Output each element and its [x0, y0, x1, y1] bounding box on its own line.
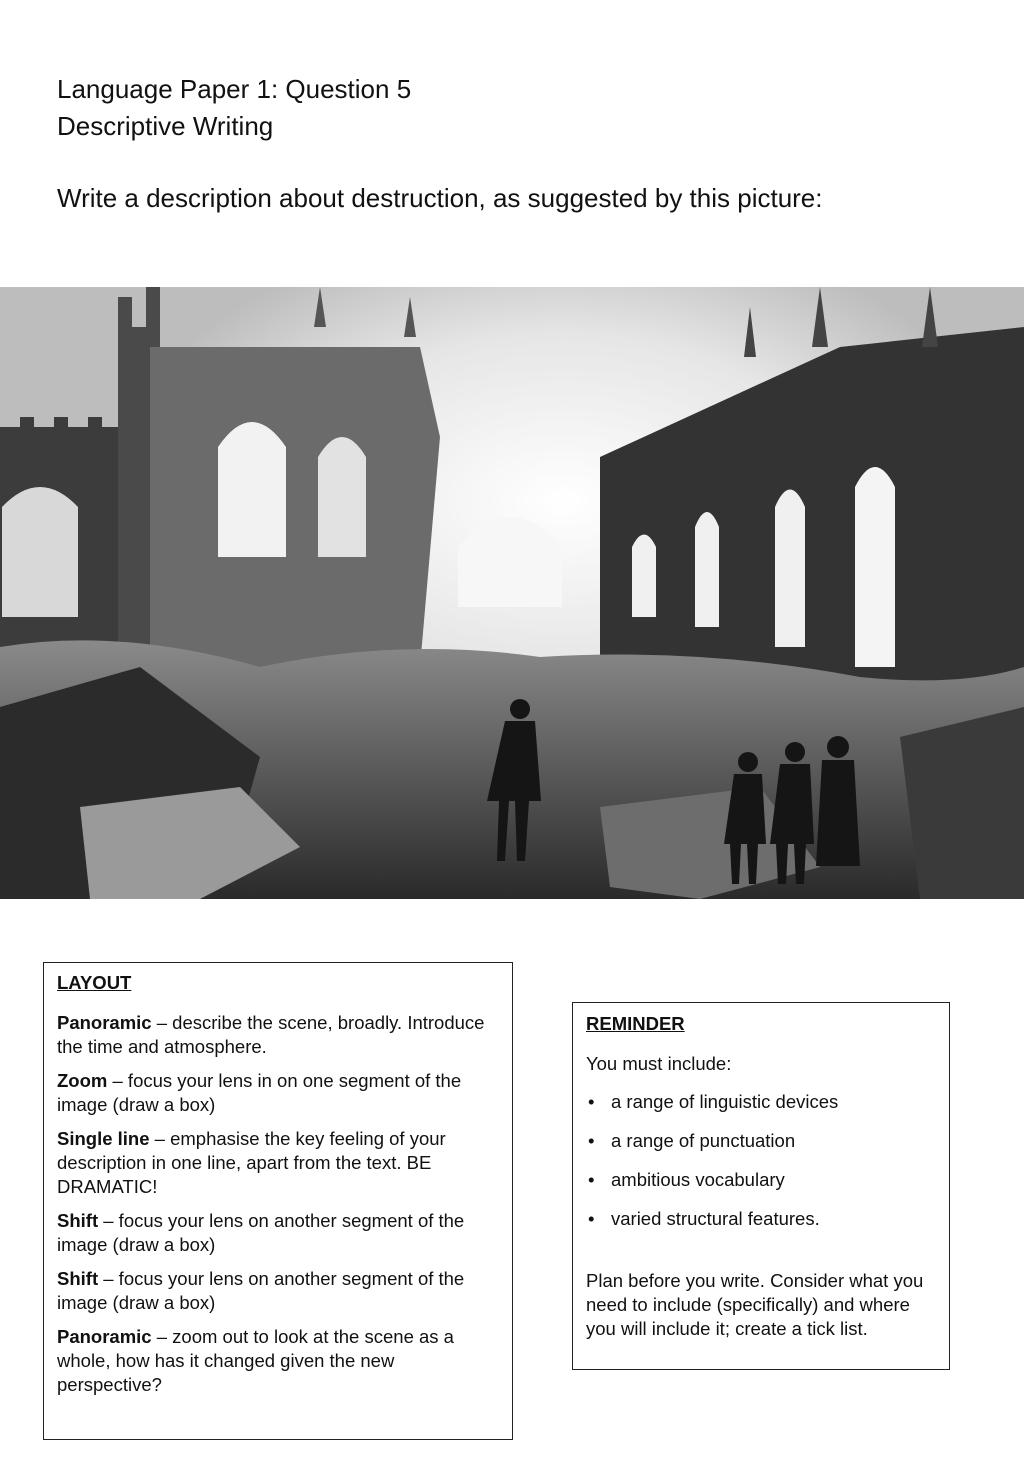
list-item	[586, 1129, 937, 1153]
layout-term: Panoramic	[57, 1012, 152, 1033]
layout-term: Shift	[57, 1268, 99, 1289]
layout-item	[57, 1325, 500, 1397]
list-item	[586, 1207, 937, 1231]
layout-term: Zoom	[57, 1070, 108, 1091]
ruined-cathedral-photo	[0, 287, 1024, 899]
bullet-icon: •	[588, 1169, 595, 1190]
reminder-intro: You must include:	[586, 1053, 732, 1074]
layout-text: – describe the scene, broadly. Introduce the time and atmosphere.	[57, 1012, 485, 1057]
list-item-text: a range of linguistic devices	[611, 1091, 839, 1112]
bullet-icon: •	[588, 1208, 595, 1229]
layout-term: Shift	[57, 1210, 99, 1231]
reminder-box	[572, 1002, 950, 1370]
layout-text: – zoom out to look at the scene as a whole, how has it changed given the new perspective?	[57, 1326, 454, 1395]
layout-item	[57, 1011, 500, 1059]
layout-term: Panoramic	[57, 1326, 152, 1347]
list-item	[586, 1090, 937, 1114]
plan-note: Plan before you write. Consider what you need to include (specifically) and where you will include it; create a tick list.	[586, 1270, 924, 1339]
list-item-text: ambitious vocabulary	[611, 1169, 785, 1190]
layout-text: – focus your lens on another segment of the image (draw a box)	[57, 1210, 465, 1255]
list-item	[586, 1168, 937, 1192]
layout-item	[57, 1209, 500, 1257]
layout-text: – focus your lens on another segment of the image (draw a box)	[57, 1268, 465, 1313]
list-item-text: a range of punctuation	[611, 1130, 796, 1151]
layout-item	[57, 1069, 500, 1117]
bullet-icon: •	[588, 1130, 595, 1151]
layout-box	[43, 962, 513, 1440]
list-item-text: varied structural features.	[611, 1208, 820, 1229]
layout-item	[57, 1127, 500, 1199]
bullet-icon: •	[588, 1091, 595, 1112]
layout-item	[57, 1267, 500, 1315]
writing-prompt: Write a description about destruction, as suggested by this picture:	[57, 183, 823, 213]
layout-title: LAYOUT	[57, 972, 132, 993]
layout-term: Single line	[57, 1128, 150, 1149]
reminder-title: REMINDER	[586, 1013, 685, 1034]
page-subtitle: Descriptive Writing	[57, 111, 274, 141]
reminder-list	[586, 1090, 937, 1231]
layout-text: – focus your lens in on one segment of the image (draw a box)	[57, 1070, 462, 1115]
page-title: Language Paper 1: Question 5	[57, 74, 412, 104]
layout-text: – emphasise the key feeling of your description in one line, apart from the text. BE DRAMATIC!	[57, 1128, 446, 1197]
